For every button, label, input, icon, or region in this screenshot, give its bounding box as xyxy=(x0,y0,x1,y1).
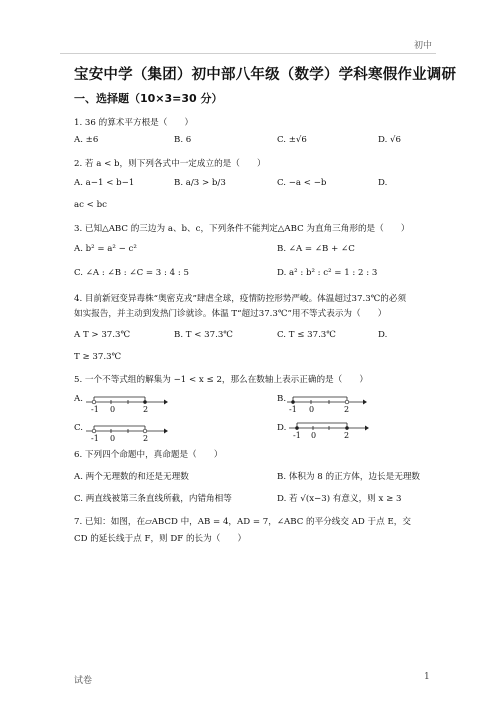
footer-label: 试卷 xyxy=(74,676,93,686)
number-line-a-tick-2: 2 xyxy=(143,405,149,414)
header-label: 初中 xyxy=(413,41,432,51)
question-2-option-b: B. a/3 > b/3 xyxy=(174,178,226,188)
question-2-option-c: C. −a < −b xyxy=(277,178,327,188)
question-4-option-b: B. T < 37.3℃ xyxy=(174,330,233,340)
question-5-stem: 5. 一个不等式组的解集为 −1 < x ≤ 2，那么在数轴上表示正确的是（ ） xyxy=(74,375,369,385)
number-line-b-tick-2: 2 xyxy=(344,405,350,414)
question-4-option-d-text: T ≥ 37.3℃ xyxy=(74,352,122,362)
question-2-stem: 2. 若 a < b，则下列各式中一定成立的是（ ） xyxy=(74,159,266,169)
question-6-option-d: D. 若 √(x−3) 有意义，则 x ≥ 3 xyxy=(277,494,402,504)
question-5-option-d: D. xyxy=(277,423,287,433)
question-7-stem: 7. 已知：如图，在▱ABCD 中，AB = 4，AD = 7，∠ABC 的平分线交 AD 于点 E，交 xyxy=(74,517,411,527)
number-line-b-tick-0: 0 xyxy=(309,405,315,414)
number-line-d-tick-0: 0 xyxy=(311,431,317,440)
page-number: 1 xyxy=(424,672,430,682)
question-1-option-c: C. ±√6 xyxy=(277,135,307,145)
question-3-option-b: B. ∠A = ∠B + ∠C xyxy=(277,244,355,254)
number-line-b xyxy=(287,396,367,424)
question-5-option-a: A. xyxy=(74,394,83,404)
question-4-stem-line2: 如实报告，并主动到发热门诊就诊。体温 T“超过37.3℃”用不等式表示为（ ） xyxy=(74,309,387,319)
section-heading: 一、选择题（10×3=30 分） xyxy=(74,92,223,105)
question-5-option-c: C. xyxy=(74,423,84,433)
question-3-stem: 3. 已知△ABC 的三边为 a、b、c，下列条件不能判定△ABC 为直角三角形的是（ ） xyxy=(74,224,410,234)
question-4-option-c: C. T ≤ 37.3℃ xyxy=(277,330,336,340)
header-divider xyxy=(60,53,436,54)
page-title: 宝安中学（集团）初中部八年级（数学）学科寒假作业调研 xyxy=(74,67,457,83)
question-1-stem: 1. 36 的算术平方根是（ ） xyxy=(74,118,194,128)
question-3-option-a: A. b² = a² − c² xyxy=(74,244,137,254)
question-6-option-c: C. 两直线被第三条直线所截，内错角相等 xyxy=(74,494,232,504)
question-7-stem-line2: CD 的延长线于点 F，则 DF 的长为（ ） xyxy=(74,534,247,544)
question-2-option-d: D. xyxy=(378,178,388,188)
question-3-option-d: D. a² : b² : c² = 1 : 2 : 3 xyxy=(277,268,378,278)
question-1-option-d: D. √6 xyxy=(378,135,401,145)
question-2-option-a: A. a−1 < b−1 xyxy=(74,178,135,188)
number-line-a-tick-0: 0 xyxy=(110,405,116,414)
question-6-stem: 6. 下列四个命题中，真命题是（ ） xyxy=(74,450,223,460)
question-2-option-d-text: ac < bc xyxy=(74,200,107,210)
number-line-d-tick-2: 2 xyxy=(344,431,350,440)
number-line-d-tick-neg1: -1 xyxy=(293,431,301,440)
question-3-option-c: C. ∠A : ∠B : ∠C = 3 : 4 : 5 xyxy=(74,268,189,278)
question-4-stem: 4. 目前新冠变异毒株“奥密克戎”肆虐全球，疫情防控形势严峻。体温超过37.3℃的必须 xyxy=(74,294,407,304)
question-6-option-b: B. 体积为 8 的正方体，边长是无理数 xyxy=(277,472,421,482)
question-4-option-d: D. xyxy=(378,330,388,340)
question-4-option-a: A T > 37.3℃ xyxy=(74,330,131,340)
number-line-c-tick-neg1: -1 xyxy=(91,434,99,443)
question-6-option-a: A. 两个无理数的和还是无理数 xyxy=(74,472,189,482)
number-line-d xyxy=(289,422,369,450)
number-line-c-tick-2: 2 xyxy=(143,434,149,443)
number-line-c-tick-0: 0 xyxy=(110,434,116,443)
question-1-option-b: B. 6 xyxy=(174,135,192,145)
number-line-a-tick-neg1: -1 xyxy=(91,405,99,414)
question-5-option-b: B. xyxy=(277,394,287,404)
number-line-b-tick-neg1: -1 xyxy=(289,405,297,414)
question-1-option-a: A. ±6 xyxy=(74,135,99,145)
